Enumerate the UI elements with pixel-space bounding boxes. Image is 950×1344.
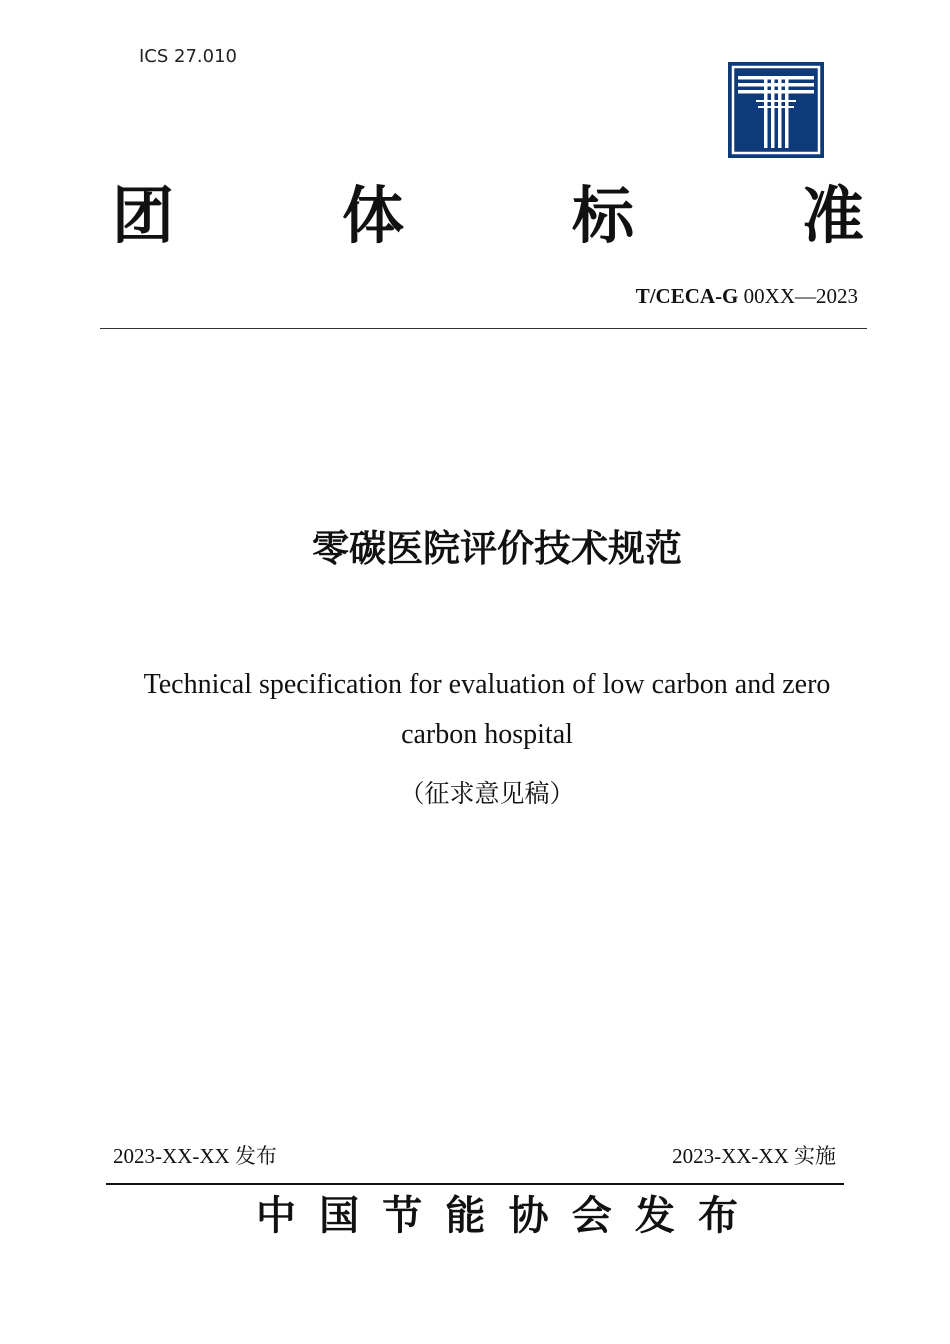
- standard-number: [636, 284, 858, 309]
- publish-date-value: 2023-XX-XX: [113, 1144, 230, 1168]
- issuer-char: 布: [697, 1192, 738, 1239]
- publish-label: 发布: [234, 1144, 277, 1168]
- standard-type-title: [112, 178, 864, 254]
- issuer-char: 协: [508, 1192, 549, 1239]
- title-char: 准: [801, 179, 864, 252]
- title-char: 标: [571, 179, 634, 252]
- implement-date: [672, 1140, 836, 1170]
- standard-serial: 00XX—2023: [743, 284, 858, 308]
- document-title-en: Technical specification for evaluation of low carbon and zero carbon hospital: [143, 669, 831, 750]
- document-title-cn: 零碳医院评价技术规范: [312, 527, 682, 570]
- title-char: 体: [341, 179, 404, 252]
- implement-date-value: 2023-XX-XX: [672, 1144, 789, 1168]
- issuer-char: 发: [634, 1192, 675, 1239]
- issuer-char: 会: [571, 1192, 612, 1239]
- issuer-char: 中: [256, 1192, 296, 1239]
- ics-code: ICS 27.010: [139, 46, 238, 67]
- footer-divider: [106, 1183, 844, 1185]
- implement-label: 实施: [794, 1144, 836, 1168]
- draft-status: （征求意见稿）: [399, 779, 575, 808]
- publish-date: [113, 1140, 277, 1170]
- association-logo-icon: [728, 62, 824, 158]
- title-char: 团: [112, 179, 175, 252]
- standard-code: T/CECA-G: [635, 284, 739, 308]
- issuer-char: 国: [319, 1192, 360, 1239]
- header-divider: [100, 328, 867, 329]
- issuing-organization: [256, 1188, 738, 1244]
- issuer-char: 能: [445, 1192, 486, 1239]
- issuer-char: 节: [382, 1192, 423, 1239]
